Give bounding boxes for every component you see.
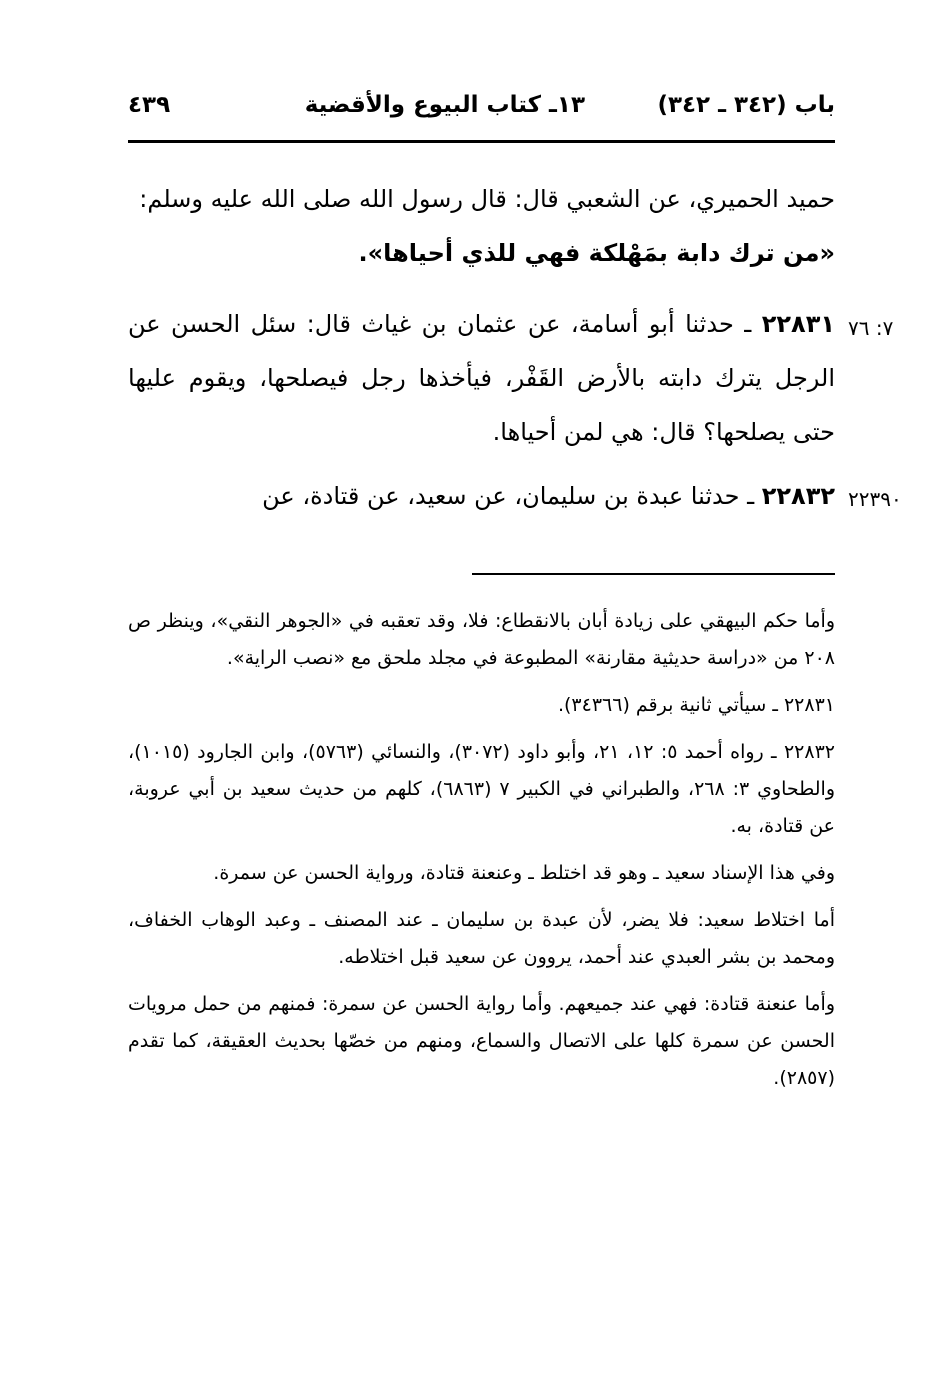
chapter-title: باب (٣٤٢ ـ ٣٤٢) (657, 92, 835, 118)
footnote-paragraph: وأما حكم البيهقي على زيادة أبان بالانقطاع: فلا، وقد تعقبه في «الجوهر النقي»، وينظر ص ٢٠٨ من «دراسة حديثية مقارنة» المطبوعة في مجلد ملحق مع «نصب الراية». (128, 610, 835, 669)
hadith-text: ـ حدثنا عبدة بن سليمان، عن سعيد، عن قتادة، عن (262, 482, 762, 510)
hadith-22832 (128, 469, 835, 523)
footnote-paragraph: وفي هذا الإسناد سعيد ـ وهو قد اختلط ـ وعنعنة قتادة، ورواية الحسن عن سمرة. (213, 862, 835, 884)
hadith-number: ٢٢٨٣١ (761, 310, 835, 338)
hadith-22831 (128, 297, 835, 459)
footnote-paragraph: ٢٢٨٣٢ ـ رواه أحمد ٥: ١٢، ٢١، وأبو داود (٣٠٧٢)، والنسائي (٥٧٦٣)، وابن الجارود (١٠١٥)، والطحاوي ٣: ٢٦٨، والطبراني في الكبير ٧ (٦٨٦٣)، كلهم من حديث سعيد بن أبي عروبة، عن قتادة، به. (128, 741, 836, 837)
footnote-paragraph: ٢٢٨٣١ ـ سيأتي ثانية برقم (٣٤٣٦٦). (557, 694, 835, 716)
intro-paragraph (128, 172, 835, 280)
footnotes (128, 603, 835, 1107)
page-header (128, 92, 835, 132)
hadith-number: ٢٢٨٣٢ (761, 482, 835, 510)
book-title: ١٣ـ كتاب البيوع والأقضية (304, 92, 585, 118)
footnote-divider (472, 573, 835, 575)
margin-reference-1: ٧: ٧٦ (848, 316, 894, 340)
header-divider (128, 140, 835, 143)
margin-reference-2: ٢٢٣٩٠ (848, 487, 902, 511)
hadith-text: ـ حدثنا أبو أسامة، عن عثمان بن غياث قال: سئل الحسن عن الرجل يترك دابته بالأرض القَفْر، فيأخذها رجل فيصلحها، ويقوم عليها حتى يصلحها؟ قال: هي لمن أحياها. (128, 310, 835, 446)
footnote-paragraph: أما اختلاط سعيد: فلا يضر، لأن عبدة بن سليمان ـ عند المصنف ـ وعبد الوهاب الخفاف، ومحمد بن بشر العبدي عند أحمد، يروون عن سعيد قبل اختلاطه. (128, 909, 835, 968)
intro-text: حميد الحميري، عن الشعبي قال: قال رسول الله صلى الله عليه وسلم: (139, 185, 835, 213)
intro-quote: «من ترك دابة بمَهْلكة فهي للذي أحياها». (358, 239, 835, 267)
footnote-paragraph: وأما عنعنة قتادة: فهي عند جميعهم. وأما رواية الحسن عن سمرة: فمنهم من حمل مرويات الحسن عن سمرة كلها على الاتصال والسماع، ومنهم من خصّها بحديث العقيقة، كما تقدم (٢٨٥٧). (128, 993, 835, 1089)
page-number: ٤٣٩ (128, 92, 171, 118)
